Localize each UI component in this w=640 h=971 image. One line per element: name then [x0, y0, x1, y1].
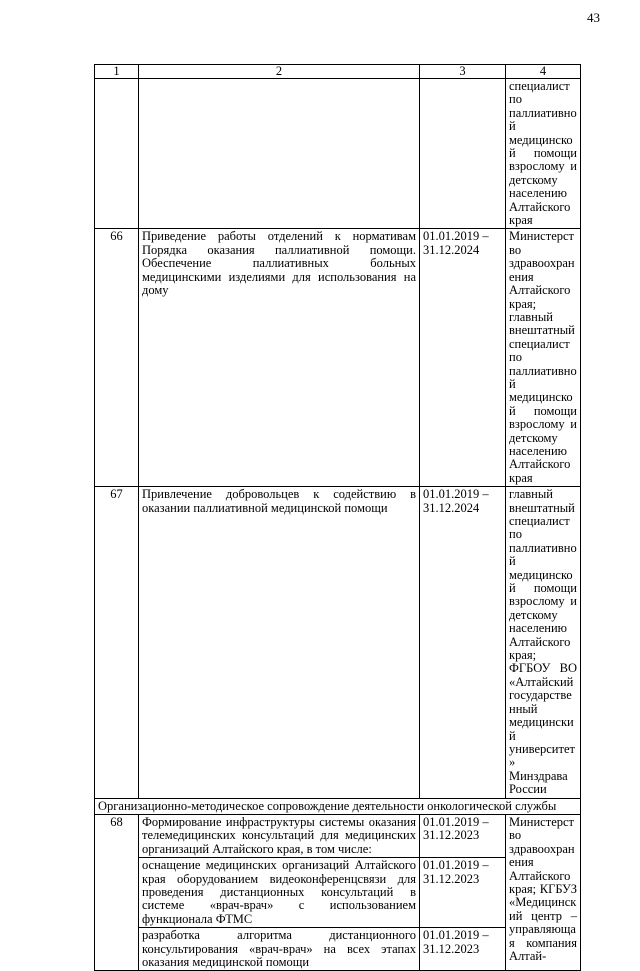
- column-header-3: 3: [420, 65, 506, 79]
- period-dates: [420, 79, 506, 229]
- table-header-row: [95, 65, 581, 79]
- period-dates: 01.01.2019 – 31.12.2024: [420, 487, 506, 798]
- row-number: 67: [95, 487, 139, 798]
- column-header-2: 2: [139, 65, 420, 79]
- period-dates: 01.01.2019 – 31.12.2023: [420, 858, 506, 928]
- period-dates: 01.01.2019 – 31.12.2023: [420, 928, 506, 971]
- table-row-66: [95, 229, 581, 487]
- table-row-68: [95, 814, 581, 857]
- page-number: 43: [587, 10, 600, 25]
- table-row-67: [95, 487, 581, 798]
- activity-text: Формирование инфраструктуры системы оказания телемедицинских консультаций для медицинских организаций Алтайского края, в том числе:: [139, 814, 420, 857]
- table-row-continuation: [95, 79, 581, 229]
- activity-text: разработка алгоритма дистанционного консультирования «врач-врач» на всех этапах оказания медицинской помощи: [139, 928, 420, 971]
- column-header-1: 1: [95, 65, 139, 79]
- period-dates: 01.01.2019 – 31.12.2023: [420, 814, 506, 857]
- activity-text: Приведение работы отделений к нормативам Порядка оказания паллиативной помощи. Обеспечение паллиативных больных медицинскими изделиями для использования на дому: [139, 229, 420, 487]
- responsible: Министерство здравоохранения Алтайского края; главный внештатный специалист по паллиативной медицинской помощи взрослому и детскому населению Алтайского края: [506, 229, 581, 487]
- activity-text: [139, 79, 420, 229]
- responsible: Министерство здравоохранения Алтайского края; КГБУЗ «Медицинский центр – управляющая компания Алтай-: [506, 814, 581, 970]
- section-row: [95, 798, 581, 814]
- activity-text: Привлечение добровольцев к содействию в оказании паллиативной медицинской помощи: [139, 487, 420, 798]
- responsible: главный внештатный специалист по паллиативной медицинской помощи взрослому и детскому населению Алтайского края; ФГБОУ ВО «Алтайский государственный медицинский университет» Минздрава России: [506, 487, 581, 798]
- column-header-4: 4: [506, 65, 581, 79]
- row-number: 68: [95, 814, 139, 970]
- responsible: специалист по паллиативной медицинской помощи взрослому и детскому населению Алтайского края: [506, 79, 581, 229]
- row-number: 66: [95, 229, 139, 487]
- period-dates: 01.01.2019 – 31.12.2024: [420, 229, 506, 487]
- plan-table: [94, 64, 581, 971]
- activity-text: оснащение медицинских организаций Алтайского края оборудованием видеоконференцсвязи для проведения дистанционных консультаций в системе «врач-врач» с использованием функционала ФТМС: [139, 858, 420, 928]
- section-title: Организационно-методическое сопровождение деятельности онкологической службы: [95, 798, 581, 814]
- row-number: [95, 79, 139, 229]
